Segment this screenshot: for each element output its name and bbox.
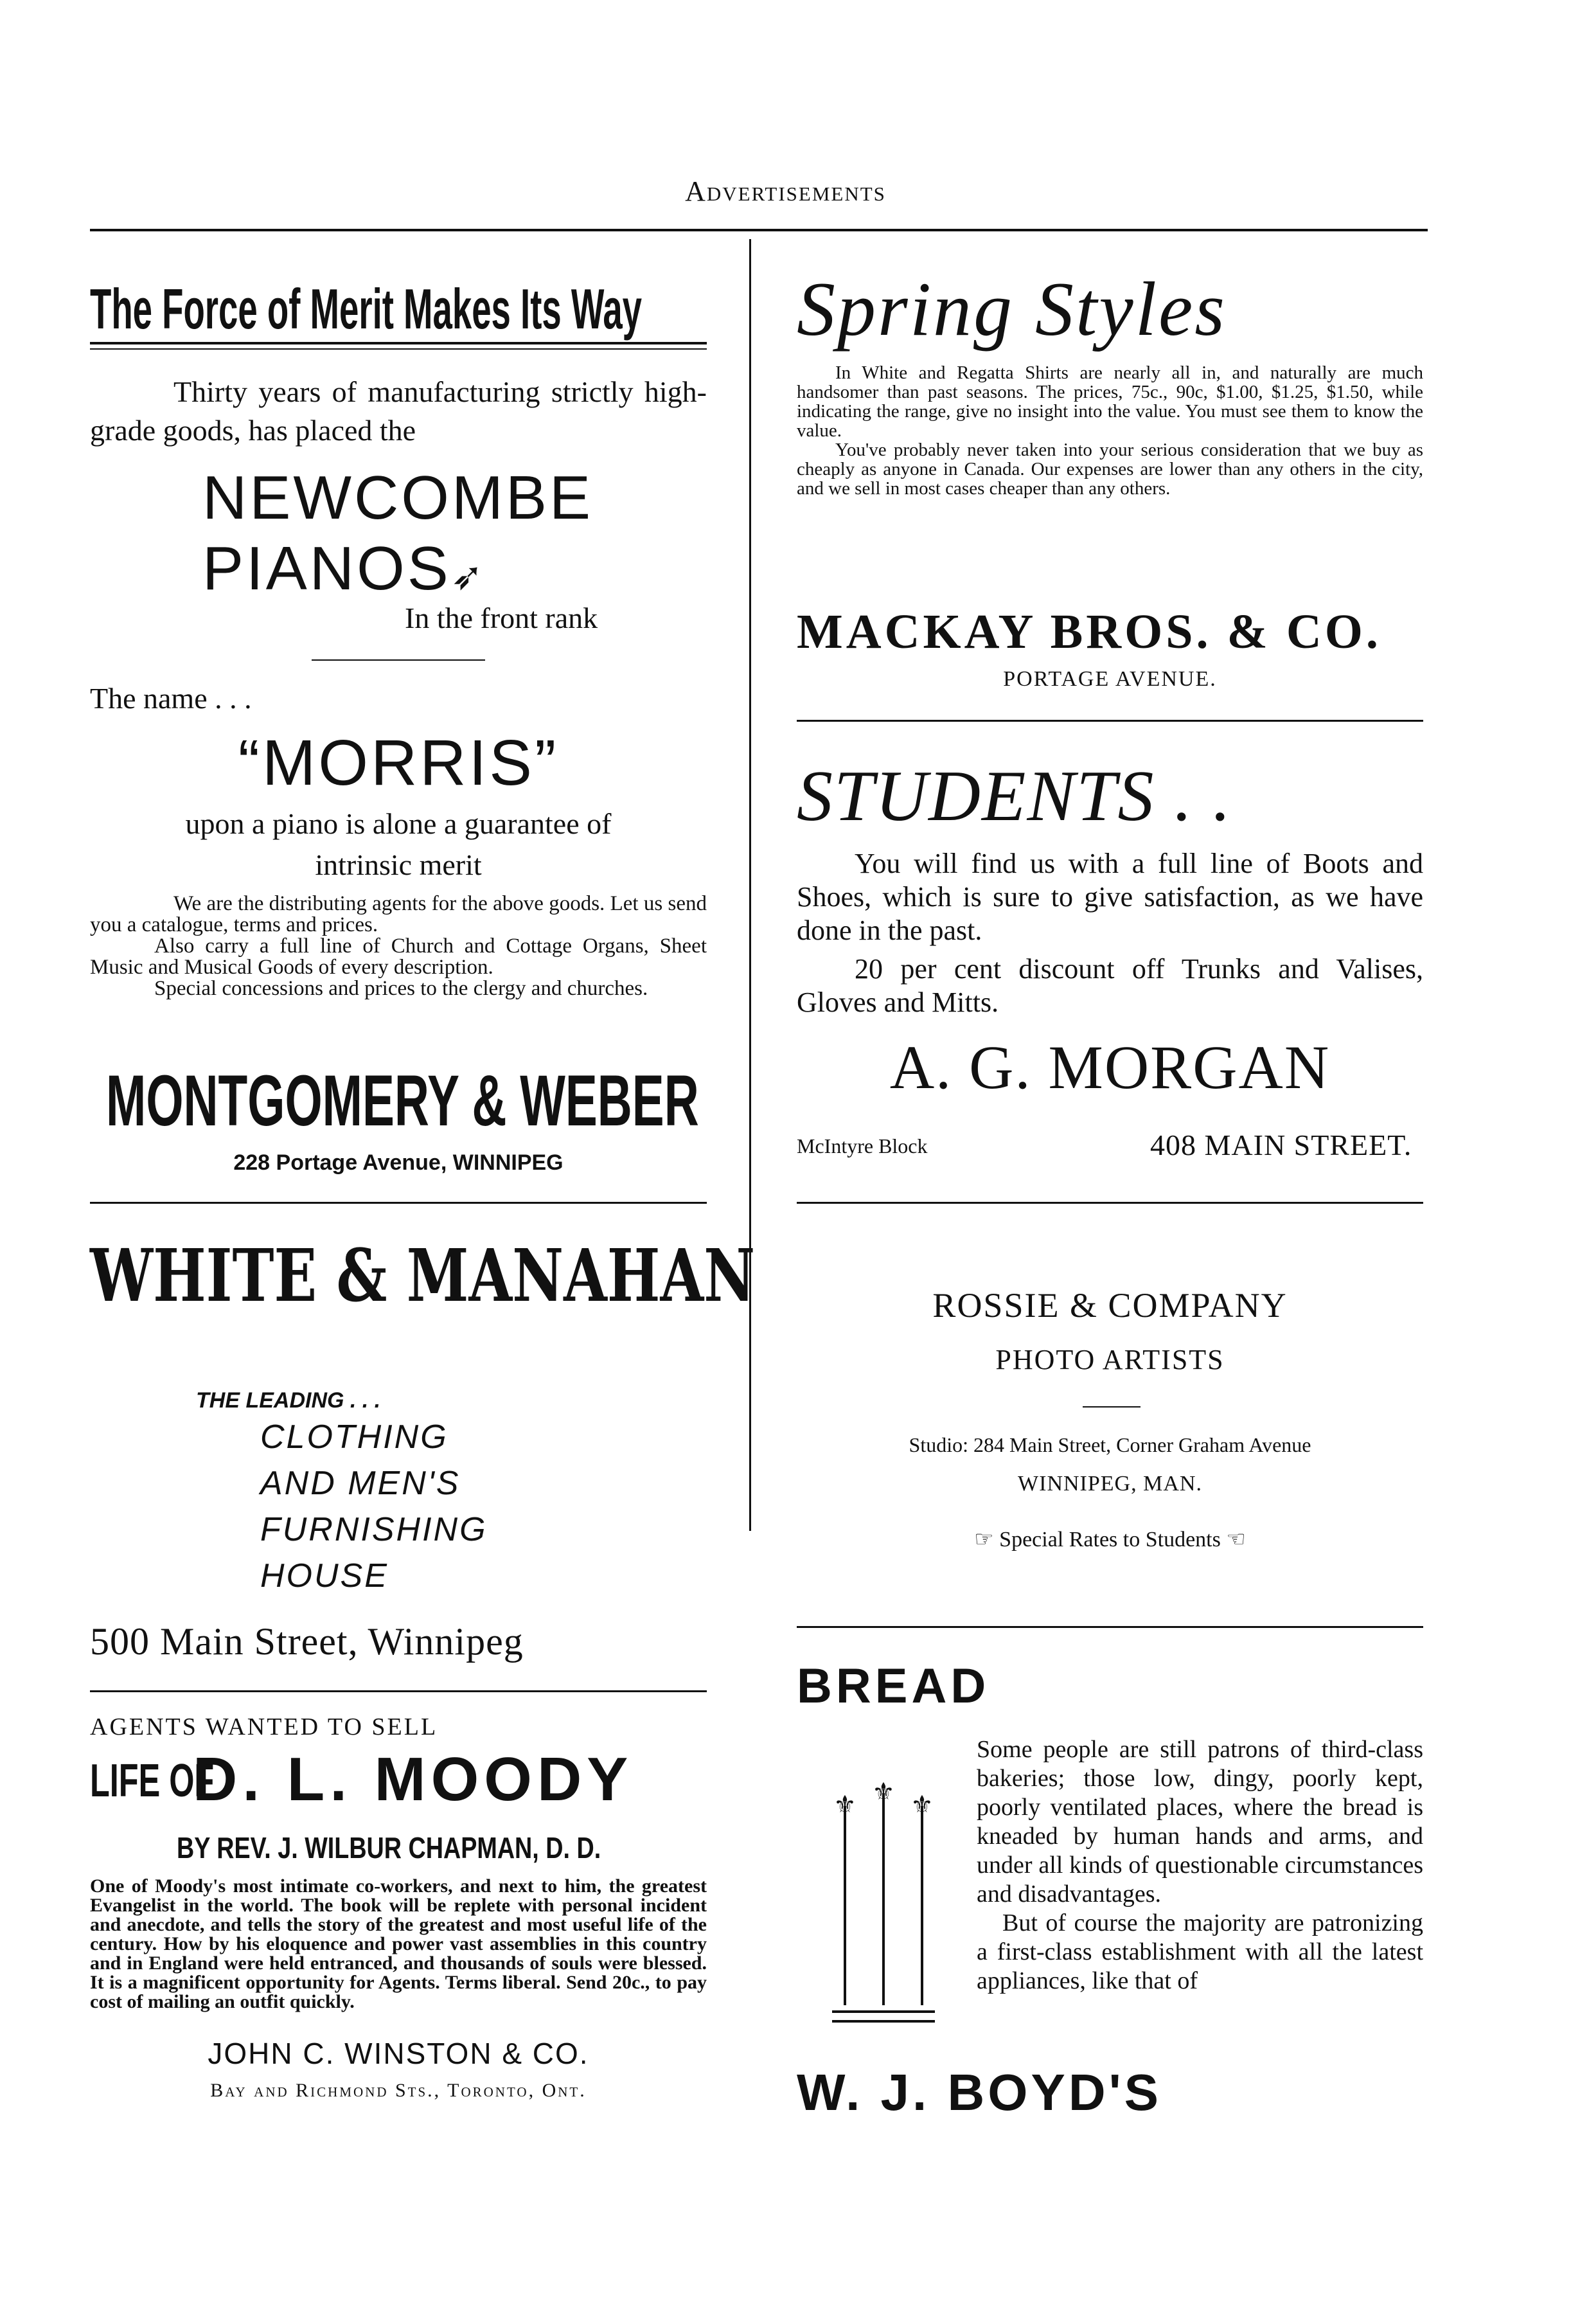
newcombe-divider: [312, 659, 485, 661]
winston-publisher: JOHN C. WINSTON & CO.: [208, 2037, 589, 2070]
guarantee-text: upon a piano is alone a guarantee of intrinsic merit: [185, 807, 612, 881]
mackay-address: PORTAGE AVENUE.: [1003, 667, 1217, 691]
newcombe-para3: Special concessions and prices to the clergy and churches.: [154, 977, 648, 1000]
page-header: [0, 175, 1571, 208]
header-title: Advertisements: [685, 175, 886, 207]
leading-label: THE LEADING . . .: [196, 1388, 381, 1413]
moody-name: D. L. MOODY: [193, 1745, 634, 1814]
rossie-divider: [1083, 1406, 1141, 1408]
bread-para1: Some people are still patrons of third-class bakeries; those low, dingy, poorly kept, poorly ventilated places, where the bread is kneaded by human hands and arms, and under all kinds of questionable circumstances and disadvantages.: [977, 1736, 1423, 1908]
section-rule-r2: [797, 1202, 1423, 1204]
spring-para1: In White and Regatta Shirts are nearly all in, and naturally are much handsomer than past seasons. The prices, 75c., 90c, $1.00, $1.25, $1.50, while indicating the range, give no insight into the value. You must see them to know the value.: [797, 362, 1423, 441]
bakery-ornament-icon: [826, 1774, 941, 2031]
students-headline: STUDENTS . .: [797, 756, 1232, 836]
bread-body: [977, 1735, 1423, 1996]
newcombe-brand-pianos: PIANOS: [202, 534, 451, 603]
spring-para2: You've probably never taken into your serious consideration that we buy as cheaply as anyone in Canada. Our expenses are lower than any others in the city, and we sell in most cases cheaper than any others.: [797, 440, 1423, 499]
students-para2: 20 per cent discount off Trunks and Valises, Gloves and Mitts.: [797, 953, 1423, 1018]
svg-text:⚜: ⚜: [872, 1778, 895, 1807]
mackay-bros: MACKAY BROS. & CO.: [797, 605, 1381, 659]
rossie-city: WINNIPEG, MAN.: [1018, 1472, 1202, 1496]
life-of-label: LIFE OF: [90, 1755, 215, 1807]
students-body: [797, 847, 1423, 1019]
ag-morgan: A. G. MORGAN: [889, 1033, 1331, 1102]
agents-wanted: AGENTS WANTED TO SELL: [90, 1713, 438, 1740]
rossie-rates: [797, 1526, 1423, 1552]
morris-brand: “MORRIS”: [238, 727, 559, 799]
moody-author: BY REV. J. WILBUR CHAPMAN, D. D.: [177, 1831, 601, 1864]
section-rule-r3: [797, 1626, 1423, 1628]
clothing-house-list: [260, 1414, 488, 1599]
montgomery-weber: MONTGOMERY & WEBER: [106, 1060, 699, 1141]
svg-text:⚜: ⚜: [833, 1791, 857, 1820]
bread-headline: BREAD: [797, 1659, 990, 1713]
rossie-rates-text: Special Rates to Students: [999, 1528, 1221, 1551]
newcombe-tagline: In the front rank: [405, 602, 598, 634]
clothing-line1: CLOTHING: [260, 1418, 448, 1456]
newcombe-intro: Thirty years of manufacturing strictly high-grade goods, has placed the: [90, 375, 707, 447]
clothing-line3: FURNISHING: [260, 1511, 488, 1548]
rossie-studio: Studio: 284 Main Street, Corner Graham Avenue: [909, 1433, 1311, 1456]
headline-underline: [90, 342, 707, 344]
spring-headline: Spring Styles: [797, 266, 1227, 352]
column-divider: [749, 239, 751, 1531]
newcombe-body: [90, 893, 707, 999]
pointing-hand-icon: ☞: [974, 1528, 994, 1551]
winston-address: Bay and Richmond Sts., Toronto, Ont.: [210, 2080, 587, 2101]
boyds-bakery: W. J. BOYD'S: [797, 2064, 1162, 2121]
clothing-line2: AND MEN'S: [260, 1465, 461, 1502]
clothing-line4: HOUSE: [260, 1557, 389, 1595]
flourish-arrow-icon: ➶: [450, 555, 486, 598]
montgomery-address: 228 Portage Avenue, WINNIPEG: [233, 1150, 564, 1175]
svg-text:⚜: ⚜: [910, 1791, 934, 1820]
section-rule-2: [90, 1690, 707, 1692]
rossie-sub: PHOTO ARTISTS: [995, 1344, 1225, 1375]
moody-body: One of Moody's most intimate co-workers, and next to him, the greatest Evangelist in the world. The book will be replete with personal incident and anecdote, and tells the story of the greatest and most useful life of the century. How by his eloquence and power vast assemblies in this country and in England were held entranced, and thousands of souls were blessed. It is a magnificent opportunity for Agents. Terms liberal. Send 20c., to pay cost of mailing an outfit quickly.: [90, 1875, 707, 2012]
newcombe-headline: The Force of Merit Makes Its Way: [90, 277, 643, 341]
newcombe-para2: Also carry a full line of Church and Cottage Organs, Sheet Music and Musical Goods of every description.: [90, 934, 707, 979]
mcintyre-block: McIntyre Block: [797, 1134, 928, 1158]
header-rule: [90, 229, 1428, 231]
bread-para2: But of course the majority are patronizing a first-class establishment with all the latest appliances, like that of: [977, 1909, 1423, 1994]
section-rule-1: [90, 1202, 707, 1204]
rossie-name: ROSSIE & COMPANY: [932, 1286, 1288, 1325]
newcombe-brand-line2: [202, 533, 486, 604]
spring-body: [797, 363, 1423, 498]
white-manahan-name: WHITE & MANAHAN: [90, 1234, 756, 1318]
newcombe-para1: We are the distributing agents for the above goods. Let us send you a catalogue, terms and prices.: [90, 892, 707, 936]
name-intro: The name . . .: [90, 682, 252, 715]
students-para1: You will find us with a full line of Boots and Shoes, which is sure to give satisfaction, as we have done in the past.: [797, 848, 1423, 946]
section-rule-r1: [797, 720, 1423, 722]
newcombe-brand-line1: NEWCOMBE: [202, 463, 593, 532]
morgan-street: 408 MAIN STREET.: [1150, 1129, 1412, 1161]
headline-underline-thin: [90, 348, 707, 350]
white-manahan-address: 500 Main Street, Winnipeg: [90, 1620, 524, 1663]
moody-title: [90, 1745, 634, 1814]
pointing-hand-left-icon: ☜: [1226, 1528, 1246, 1551]
